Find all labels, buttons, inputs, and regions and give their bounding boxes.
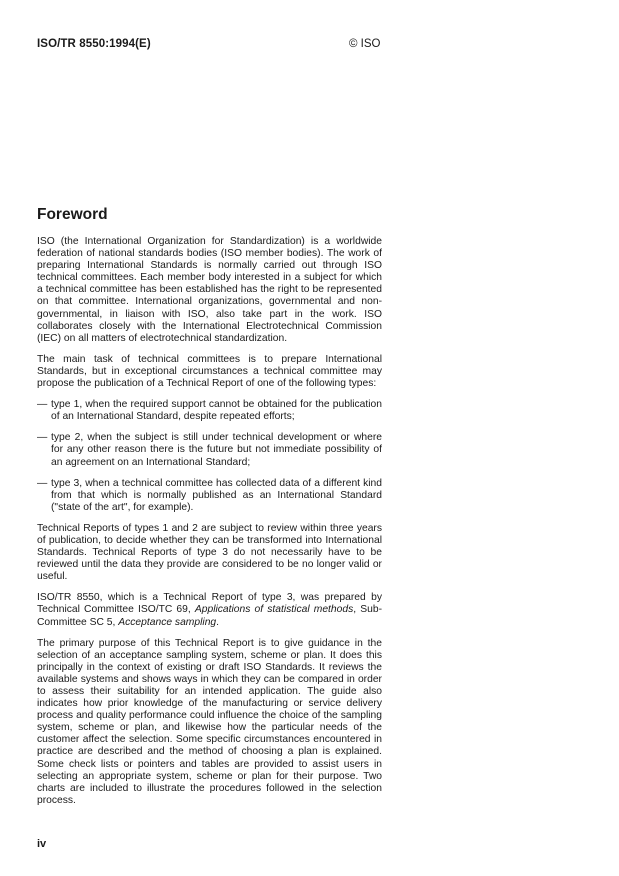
list-item-text: type 2, when the subject is still under technical development or where for any other reason there is the future but not immediate possibility of an agreement on an International Standard;	[51, 432, 382, 468]
preparation-text-1: ISO/TR 8550, which is a Technical Report of type 3, was prepared by Technical Committee ISO/TC 69,	[37, 592, 382, 616]
report-types-list	[37, 399, 382, 514]
list-item-text: type 1, when the required support cannot be obtained for the publication of an International Standard, despite repeated efforts;	[51, 399, 382, 423]
list-item	[37, 432, 382, 468]
list-item	[37, 399, 382, 423]
paragraph-main-task: The main task of technical committees is to prepare International Standards, but in exceptional circumstances a technical committee may propose the publication of a Technical Report of one of the following types:	[37, 353, 382, 390]
list-dash: —	[37, 432, 48, 444]
subcommittee-title: Acceptance sampling	[118, 616, 217, 628]
committee-title: Applications of statistical methods	[194, 604, 354, 616]
paragraph-intro: ISO (the International Organization for Standardization) is a worldwide federation of national standards bodies (ISO member bodies). The work of preparing International Standards is normally carried out through ISO technical committees. Each member body interested in a subject for which a technical committee has been established has the right to be represented on that committee. International organizations, governmental and non-governmental, in liaison with ISO, also take part in the work. ISO collaborates closely with the International Electrotechnical Commission (IEC) on all matters of electrotechnical standardization.	[37, 236, 382, 344]
section-title: Foreword	[37, 206, 108, 223]
list-dash: —	[37, 477, 48, 489]
preparation-text-2: , Sub-Committee SC 5,	[37, 604, 382, 628]
list-item-text: type 3, when a technical committee has collected data of a different kind from that which is normally published as an International Standard ("state of the art", for example).	[51, 477, 382, 513]
document-id: ISO/TR 8550:1994(E)	[37, 38, 151, 50]
list-dash: —	[37, 399, 48, 411]
paragraph-preparation	[37, 592, 382, 628]
foreword-body	[37, 236, 382, 816]
preparation-text-3: .	[216, 616, 220, 628]
paragraph-purpose: The primary purpose of this Technical Report is to give guidance in the selection of an acceptance sampling system, scheme or plan. It does this principally in the context of existing or draft ISO Standards. It reviews the available systems and shows ways in which they can be compared in order to assess their suitability for an intended application. The guide also indicates how prior knowledge of the manufacturing or service delivery process and quality performance could influence the choice of the sampling system, scheme or plan, and likewise how the particular needs of the customer affect the selection. Some specific circumstances encountered in practice are described and the method of choosing a plan is explained. Some check lists or pointers and tables are provided to assist users in selecting an appropriate system, scheme or plan for their purpose. Two charts are included to illustrate the procedures followed in the selection process.	[37, 637, 382, 806]
copyright-notice: © ISO	[349, 38, 381, 50]
paragraph-review: Technical Reports of types 1 and 2 are subject to review within three years of publication, to decide whether they can be transformed into International Standards. Technical Reports of type 3 do not necessarily have to be reviewed until the data they provide are considered to be no longer valid or useful.	[37, 522, 382, 583]
page-number: iv	[37, 838, 47, 850]
list-item	[37, 478, 382, 514]
